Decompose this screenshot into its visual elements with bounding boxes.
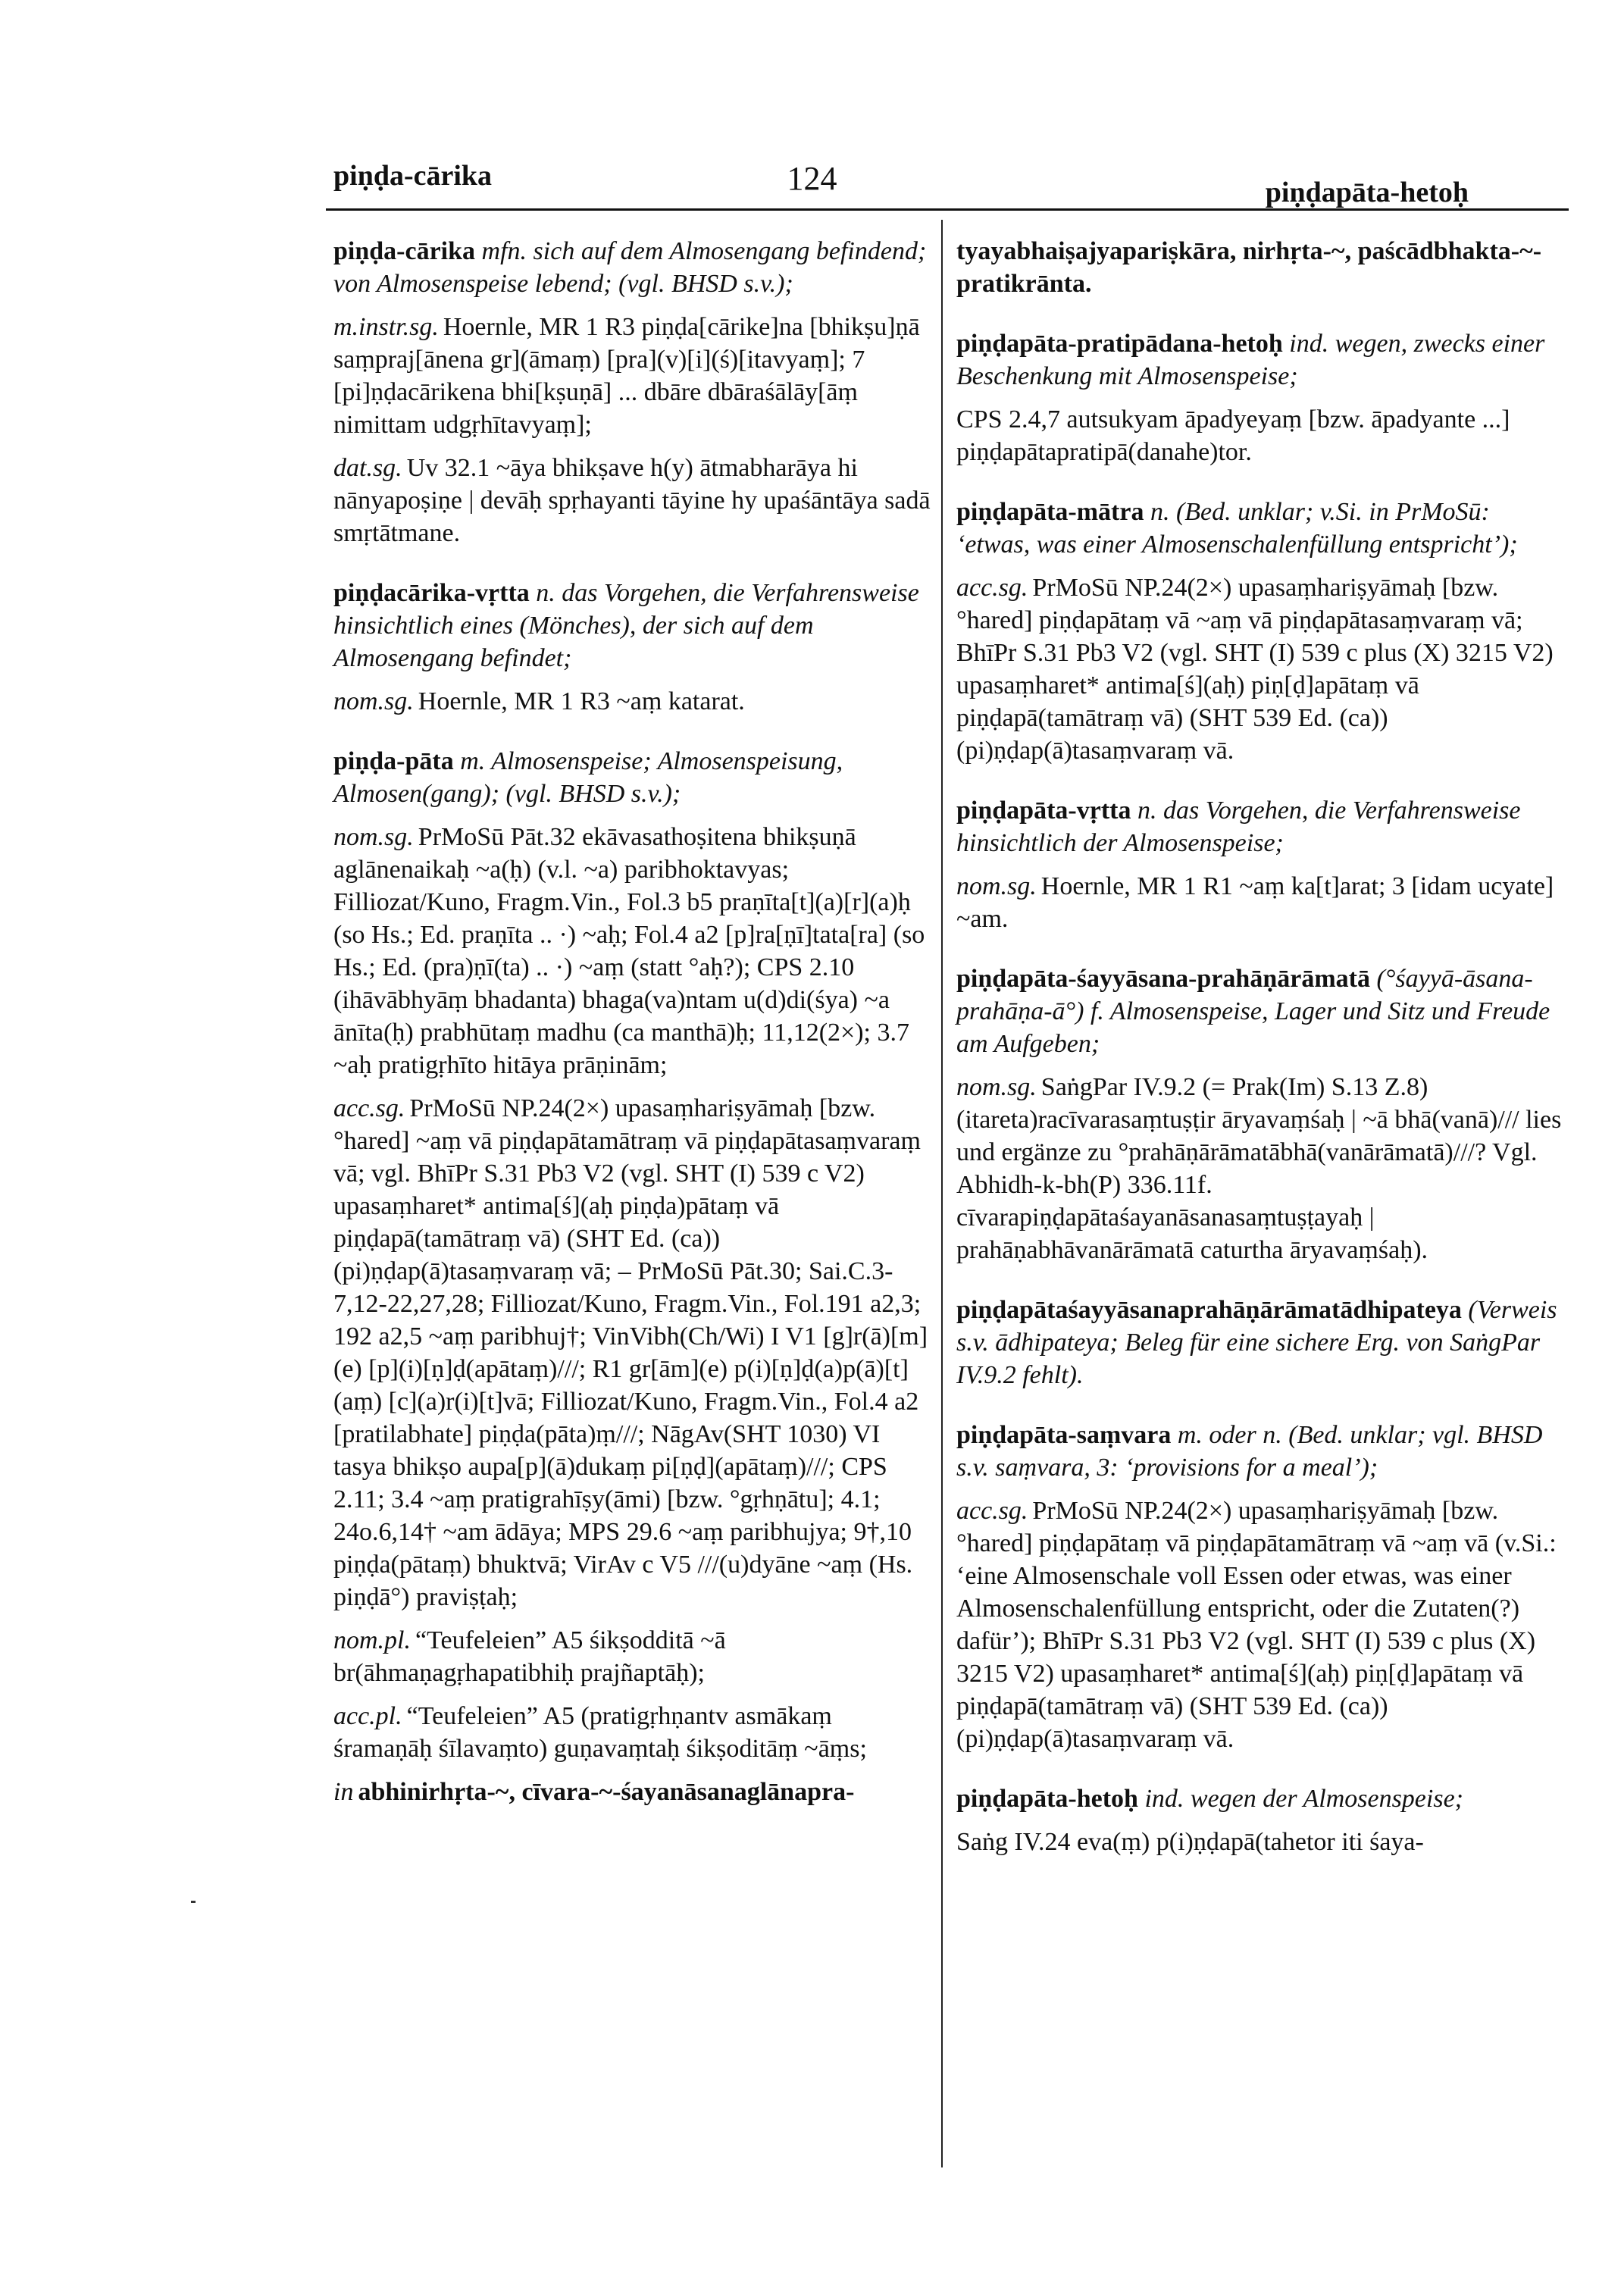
continued-citation: tyayabhaiṣajyapariṣkāra, nirhṛta-~, paścādbhakta-~-pratikrānta. bbox=[956, 237, 1542, 298]
grammar-label: nom.sg. bbox=[956, 872, 1037, 900]
dictionary-entry bbox=[956, 962, 1566, 1266]
page-number: 124 bbox=[787, 160, 837, 197]
citation: “Teufeleien” A5 śikṣodditā ~ā br(āhmaṇagṛhapatibhiḥ prajñaptāḥ); bbox=[333, 1626, 726, 1687]
dictionary-entry bbox=[956, 1782, 1566, 1858]
citation: Hoernle, MR 1 R3 ~aṃ katarat. bbox=[418, 687, 745, 715]
citation: Uv 32.1 ~āya bhikṣave h(y) ātmabharāya hi nānyapoṣiṇe | devāḥ spṛhayanti tāyine hy upaśāntāya sadā smṛtātmane. bbox=[333, 454, 931, 547]
dictionary-entry bbox=[333, 577, 932, 718]
column-divider bbox=[941, 220, 943, 2167]
grammar-label: acc.pl. bbox=[333, 1702, 402, 1730]
headword: piṇḍapāta-vṛtta bbox=[956, 797, 1131, 825]
citation: CPS 2.4,7 autsukyam āpadyeyaṃ [bzw. āpadyante ...] piṇḍapātapratipā(danahe)tor. bbox=[956, 405, 1510, 466]
headword: piṇḍapāta-śayyāsana-prahāṇārāmatā bbox=[956, 965, 1370, 993]
headword: piṇḍa-cārika bbox=[333, 237, 476, 265]
dictionary-entry bbox=[956, 1294, 1566, 1391]
dictionary-entry bbox=[333, 745, 932, 1808]
headword: piṇḍapāta-mātra bbox=[956, 498, 1144, 526]
headword: piṇḍapāta-hetoḥ bbox=[956, 1785, 1138, 1813]
grammar-label: nom.sg. bbox=[333, 823, 414, 851]
grammar-label: acc.sg. bbox=[956, 574, 1028, 602]
citation: PrMoSū NP.24(2×) upasaṃhariṣyāmaḥ [bzw. °hared] piṇḍapātaṃ vā piṇḍapātamātraṃ vā ~aṃ vā (v.Si.: ‘eine Almosenschale voll Essen oder etwas, was einer Almosenschalenfüllung entspricht, oder die Zutaten(?) dafür’); BhīPr S.31 Pb3 V2 (vgl. SHT (I) 539 c plus (X) 3215 V2) upasaṃharet* antima[ś](aḥ) piṇ[ḍ]apātaṃ vā piṇḍapā(tamātraṃ vā) (SHT 539 Ed. (ca)) (pi)ṇḍap(ā)tasaṃvaraṃ vā. bbox=[956, 1497, 1557, 1753]
left-column bbox=[333, 235, 932, 1836]
grammar-label: nom.pl. bbox=[333, 1626, 411, 1654]
definition: (°śayyā-āsana-prahāṇa-ā°) f. Almosenspeise, Lager und Sitz und Freude am Aufgeben; bbox=[956, 965, 1550, 1058]
citation: “Teufeleien” A5 (pratigṛhṇantv asmākaṃ śramaṇāḥ śīlavaṃto) guṇavaṃtaḥ śikṣoditāṃ ~āṃs; bbox=[333, 1702, 867, 1763]
definition: ind. wegen der Almosenspeise; bbox=[1144, 1785, 1463, 1813]
header-right-guideword: piṇḍapāta-hetoḥ bbox=[1265, 177, 1469, 208]
headword: piṇḍacārika-vṛtta bbox=[333, 579, 530, 607]
headword: piṇḍapāta-saṃvara bbox=[956, 1421, 1172, 1449]
definition: n. (Bed. unklar; v.Si. in PrMoSū: ‘etwas, was einer Almosenschalenfüllung entspricht’); bbox=[956, 498, 1518, 559]
citation: abhinirhṛta-~, cīvara-~-śayanāsanaglānapra- bbox=[358, 1778, 855, 1806]
grammar-label: in bbox=[333, 1778, 354, 1806]
definition: mfn. sich auf dem Almosengang befindend; von Almosenspeise lebend; (vgl. BHSD s.v.); bbox=[333, 237, 927, 298]
grammar-label: m.instr.sg. bbox=[333, 313, 439, 341]
grammar-label: nom.sg. bbox=[333, 687, 414, 715]
dictionary-entry bbox=[956, 327, 1566, 468]
citation: PrMoSū NP.24(2×) upasaṃhariṣyāmaḥ [bzw. °hared] piṇḍapātaṃ vā ~aṃ vā piṇḍapātasaṃvaraṃ vā; BhīPr S.31 Pb3 V2 (vgl. SHT (I) 539 c plus (X) 3215 V2) upasaṃharet* antima[ś](aḥ) piṇ[ḍ]apātaṃ vā piṇḍapā(tamātraṃ vā) (SHT 539 Ed. (ca)) (pi)ṇḍap(ā)tasaṃvaraṃ vā. bbox=[956, 574, 1554, 765]
definition: (Verweis s.v. ādhipateya; Beleg für eine sichere Erg. von SaṅgPar IV.9.2 fehlt). bbox=[956, 1296, 1557, 1389]
grammar-label: dat.sg. bbox=[333, 454, 402, 482]
definition: m. oder n. (Bed. unklar; vgl. BHSD s.v. saṃvara, 3: ‘provisions for a meal’); bbox=[956, 1421, 1543, 1482]
grammar-label: nom.sg. bbox=[956, 1073, 1037, 1101]
dictionary-entry bbox=[956, 1419, 1566, 1755]
header-rule bbox=[326, 208, 1569, 211]
headword: piṇḍapātaśayyāsanaprahāṇārāmatādhipateya bbox=[956, 1296, 1462, 1324]
definition: n. das Vorgehen, die Verfahrensweise hinsichtlich der Almosenspeise; bbox=[956, 797, 1521, 857]
definition: m. Almosenspeise; Almosenspeisung, Almosen(gang); (vgl. BHSD s.v.); bbox=[333, 747, 843, 808]
page-header bbox=[0, 159, 1624, 212]
header-left-guideword: piṇḍa-cārika bbox=[333, 160, 493, 192]
dictionary-entry bbox=[956, 496, 1566, 767]
citation: Hoernle, MR 1 R1 ~aṃ ka[t]arat; 3 [idam ucyate] ~am. bbox=[956, 872, 1554, 933]
continuation-text bbox=[956, 235, 1566, 300]
grammar-label: acc.sg. bbox=[956, 1497, 1028, 1525]
scan-speck bbox=[191, 1901, 196, 1903]
grammar-label: acc.sg. bbox=[333, 1094, 405, 1122]
dictionary-entry bbox=[333, 235, 932, 549]
citation: Saṅg IV.24 eva(ṃ) p(i)ṇḍapā(tahetor iti śaya- bbox=[956, 1828, 1424, 1856]
definition: n. das Vorgehen, die Verfahrensweise hinsichtlich eines (Mönches), der sich auf dem Almosengang befindet; bbox=[333, 579, 919, 672]
headword: piṇḍa-pāta bbox=[333, 747, 454, 775]
right-column bbox=[956, 235, 1566, 1886]
citation: PrMoSū NP.24(2×) upasaṃhariṣyāmaḥ [bzw. °hared] ~aṃ vā piṇḍapātamātraṃ vā piṇḍapātasaṃvaraṃ vā; vgl. BhīPr S.31 Pb3 V2 (vgl. SHT (I) 539 c V2) upasaṃharet* antima[ś](aḥ piṇḍa)pātaṃ vā piṇḍapā(tamātraṃ vā) (SHT Ed. (ca)) (pi)ṇḍap(ā)tasaṃvaraṃ vā; – PrMoSū Pāt.30; Sai.C.3-7,12-22,27,28; Filliozat/Kuno, Fragm.Vin., Fol.191 a2,3; 192 a2,5 ~aṃ paribhuj†; VinVibh(Ch/Wi) I V1 [g]r(ā)[m](e) [p](i)[ṇ]ḍ(apātaṃ)///; R1 gr[ām](e) p(i)[ṇ]ḍ(a)p(ā)[t](aṃ) [c](a)r(i)[t]vā; Filliozat/Kuno, Fragm.Vin., Fol.4 a2 [pratilabhate] piṇḍa(pāta)ṃ///; NāgAv(SHT 1030) VI tasya bhikṣo aupa[p](ā)dukaṃ pi[ṇḍ](apātaṃ)///; CPS 2.11; 3.4 ~aṃ pratigrahīṣy(āmi) [bzw. °gṛhṇātu]; 4.1; 24o.6,14† ~am ādāya; MPS 29.6 ~aṃ paribhujya; 9†,10 piṇḍa(pātaṃ) bhuktvā; VirAv c V5 ///(u)dyāne ~aṃ (Hs. piṇḍā°) praviṣṭaḥ; bbox=[333, 1094, 928, 1611]
citation: Hoernle, MR 1 R3 piṇḍa[cārike]na [bhikṣu]ṇā saṃpraj[ānena gr](āmaṃ) [pra](v)[i](ś)[itavyaṃ]; 7 [pi]ṇḍacārikena bhi[kṣuṇā] ... dbāre dbāraśālāy[āṃ nimittam udgṛhītavyaṃ]; bbox=[333, 313, 920, 439]
headword: piṇḍapāta-pratipādana-hetoḥ bbox=[956, 330, 1283, 358]
dictionary-entry bbox=[956, 794, 1566, 935]
citation: PrMoSū Pāt.32 ekāvasathoṣitena bhikṣuṇā aglānenaikaḥ ~a(ḥ) (v.l. ~a) paribhoktavyas; Filliozat/Kuno, Fragm.Vin., Fol.3 b5 praṇīta[t](a)[r](a)ḥ (so Hs.; Ed. praṇīta .. ·) ~aḥ; Fol.4 a2 [p]ra[ṇī]tata[ra] (so Hs.; Ed. (pra)ṇī(ta) .. ·) ~aṃ (statt °aḥ?); CPS 2.10 (ihāvābhyāṃ bhadanta) bhaga(va)ntam u(d)di(śya) ~a ānīta(ḥ) prabhūtaṃ madhu (ca manthā)ḥ; 11,12(2×); 3.7 ~aḥ pratigṛhīto hitāya prāṇinām; bbox=[333, 823, 925, 1079]
citation: SaṅgPar IV.9.2 (= Prak(Im) S.13 Z.8) (itareta)racīvarasaṃtuṣṭir āryavaṃśaḥ | ~ā bhā(vanā)/// lies und ergänze zu °prahāṇārāmatābhā(vanārāmatā)///? Vgl. Abhidh-k-bh(P) 336.11f. cīvarapiṇḍapātaśayanāsanasaṃtuṣṭayaḥ | prahāṇabhāvanārāmatā caturtha āryavaṃśaḥ). bbox=[956, 1073, 1562, 1264]
definition: ind. wegen, zwecks einer Beschenkung mit Almosenspeise; bbox=[956, 330, 1545, 390]
